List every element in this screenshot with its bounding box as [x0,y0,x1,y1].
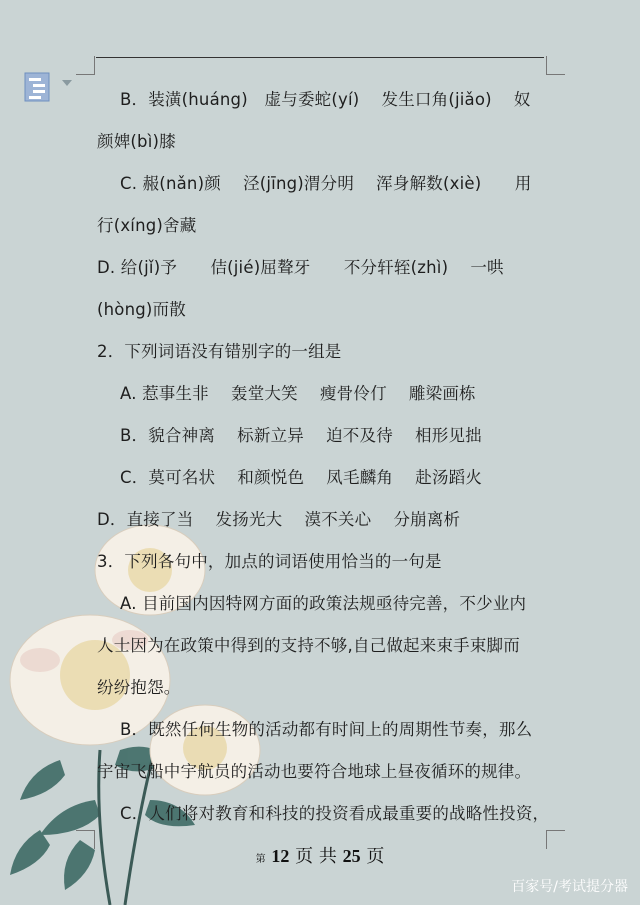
question-3-option-b-line-2: 宇宙飞船中宇航员的活动也要符合地球上昼夜循环的规律。 [97,762,532,781]
option-d-line-1: D. 给(jǐ)予 佶(jié)屈聱牙 不分轩轾(zhì) 一哄 [97,258,504,277]
footer-current-page: 12 [271,846,290,866]
option-b-line-1: B．装潢(huáng) 虚与委蛇(yí) 发生口角(jiǎo) 奴 [120,90,531,109]
page-footer [0,842,640,868]
document-navigation-icon[interactable] [24,72,50,102]
footer-suffix: 页 [366,846,385,867]
watermark: 百家号/考试提分器 [511,879,628,895]
header-rule [96,57,544,58]
footer-total-pages: 25 [342,846,361,866]
question-2-option-b: B．貌合神离 标新立异 迫不及待 相形见拙 [120,426,482,445]
option-d-line-2: (hòng)而散 [97,300,186,319]
question-3-option-c-line-1: C．人们将对教育和科技的投资看成最重要的战略性投资， [120,804,550,823]
option-c-line-2: 行(xíng)舍藏 [97,216,197,235]
question-3-option-a-line-3: 纷纷抱怨。 [97,678,181,697]
question-3-stem: 3．下列各句中，加点的词语使用恰当的一句是 [97,552,442,571]
question-3-option-a-line-1: A. 目前国内因特网方面的政策法规亟待完善，不少业内 [120,594,527,613]
footer-page-word: 页 [295,846,314,867]
question-2-option-a: A. 惹事生非 轰堂大笑 瘦骨伶仃 雕梁画栋 [120,384,476,403]
corner-mark-top-left [76,56,95,75]
question-3-option-b-line-1: B．既然任何生物的活动都有时间上的周期性节奏，那么 [120,720,533,739]
footer-prefix: 第 [255,854,266,865]
question-2-option-d: D．直接了当 发扬光大 漠不关心 分崩离析 [97,510,461,529]
question-2-option-c: C．莫可名状 和颜悦色 凤毛麟角 赴汤蹈火 [120,468,483,487]
dropdown-arrow-icon[interactable] [62,80,72,86]
corner-mark-top-right [546,56,565,75]
footer-total-word: 共 [318,846,337,867]
option-b-line-2: 颜婢(bì)膝 [97,132,176,151]
question-3-option-a-line-2: 人士因为在政策中得到的支持不够,自己做起来束手束脚而 [97,636,520,655]
question-2-stem: 2．下列词语没有错别字的一组是 [97,342,342,361]
option-c-line-1: C. 赧(nǎn)颜 泾(jīng)渭分明 浑身解数(xiè) 用 [120,174,532,193]
